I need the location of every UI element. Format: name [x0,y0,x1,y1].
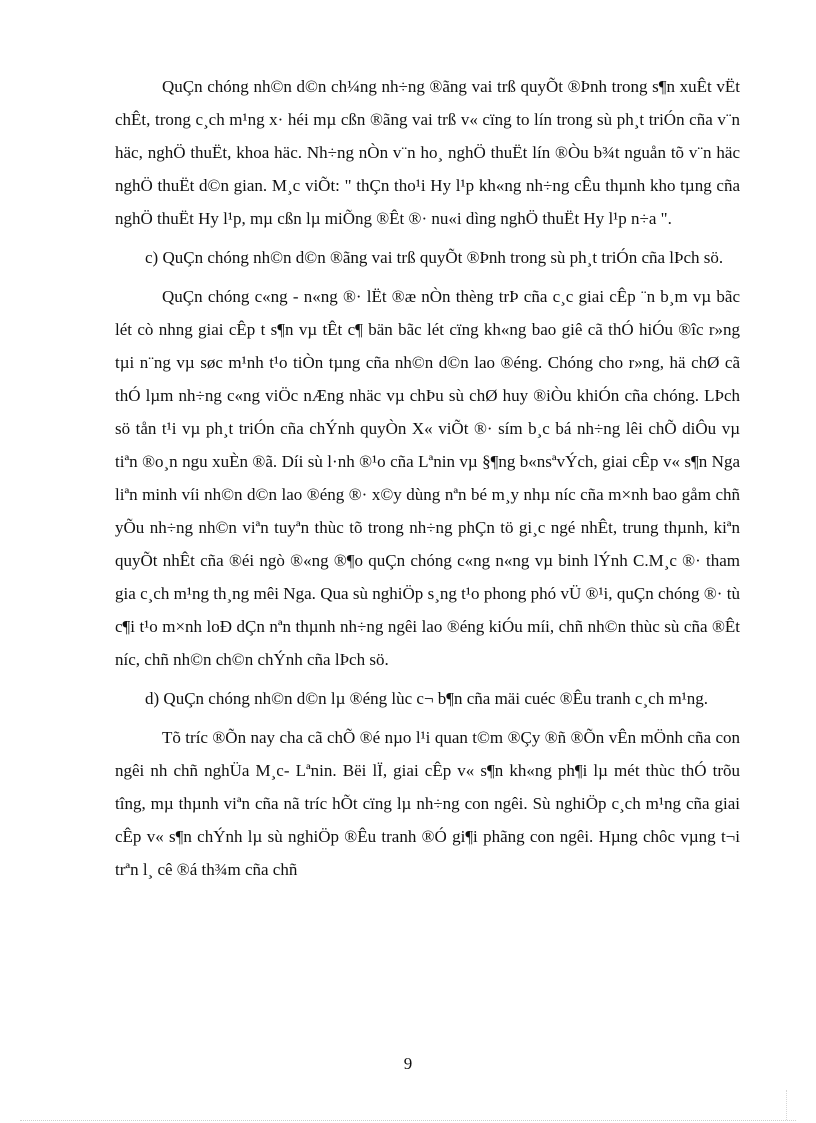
margin-marker [786,1090,787,1120]
section-heading-c: c) QuÇn chóng nh©n d©n ®ãng vai trß quyÕt ®Þnh trong sù ph¸t triÓn cña lÞch sö. [145,248,724,267]
paragraph-soviet-power: QuÇn chóng c«ng - n«ng ®· lËt ®æ nÒn thèng trÞ cña c¸c giai cÊp ¨n b¸m vµ bãc lét cò nhng giai cÊp t s¶n vµ tÊt c¶ bän bãc lét cïng kh«ng bao giê cã thÓ hiÓu ®îc r»ng tµi n¨ng vµ søc m¹nh t¹o tiÒn tµng cña nh©n d©n lao ®éng. Chóng cho r»ng, hä chØ cã thÓ lµm nh÷ng c«ng viÖc nÆng nhäc vµ chÞu sù chØ huy ®iÒu khiÓn cña chóng. LÞch sö tån t¹i vµ ph¸t triÓn cña chÝnh quyÒn X« viÕt ®· sím b¸c bá nh÷ng lêi chÕ diÔu vµ tiªn ®o¸n ngu xuÈn ®ã. Díi sù l·nh ®¹o cña Lªnin vµ §¶ng b«nsªvÝch, giai cÊp v« s¶n Nga liªn minh víi nh©n d©n lao ®éng ®· x©y dùng nªn bé m¸y nhµ níc cña m×nh bao gåm chñ yÕu nh÷ng nh©n viªn tuyªn thùc tõ trong nh÷ng phÇn tö gi¸c ngé nhÊt, trung thµnh, kiªn quyÕt nhÊt cña ®éi ngò ®«ng ®¶o quÇn chóng c«ng n«ng vµ binh lÝnh C.M¸c ®· tham gia c¸ch m¹ng th¸ng mêi Nga. Qua sù nghiÖp s¸ng t¹o phong phó vÜ ®¹i, quÇn chóng ®· tù c¶i t¹o m×nh loÐ dÇn nªn thµnh nh÷ng ngêi lao ®éng kiÓu míi, chñ nh©n thùc sù cña ®Êt níc, chñ nh©n ch©n chÝnh cña lÞch sö. [115,287,740,669]
page-bottom-divider [20,1120,796,1121]
paragraph-human-liberation: Tõ tríc ®Õn nay cha cã chÕ ®é nµo l¹i quan t©m ®Çy ®ñ ®Õn vÊn mÖnh cña con ngêi nh chñ nghÜa M¸c- Lªnin. Bëi lÏ, giai cÊp v« s¶n kh«ng ph¶i lµ mét thùc thÓ trõu tîng, mµ thµnh viªn cña nã tríc hÕt cïng lµ nh÷ng con ngêi. Sù nghiÖp c¸ch m¹ng cña giai cÊp v« s¶n chÝnh lµ sù nghiÖp ®Êu tranh ®Ó gi¶i phãng con ngêi. Hµng chôc vµng t¬i trªn l¸ cê ®á th¾m cña chñ [115,728,740,879]
page-number: 9 [403,1054,413,1073]
document-body [115,70,740,886]
paragraph-artistic-role: QuÇn chóng nh©n d©n ch¼ng nh÷ng ®ãng vai trß quyÕt ®Þnh trong s¶n xuÊt vËt chÊt, trong c¸ch m¹ng x· héi mµ cßn ®ãng vai trß v« cïng to lín trong sù ph¸t triÓn cña v¨n häc, nghÖ thuËt, khoa häc. Nh÷ng nÒn v¨n ho¸ nghÖ thuËt lín ®Òu b¾t nguån tõ v¨n häc nghÖ thuËt d©n gian. M¸c viÕt: " thÇn tho¹i Hy l¹p kh«ng nh÷ng cÊu thµnh kho tµng cña nghÖ thuËt Hy l¹p, mµ cßn lµ miÕng ®Êt ®· nu«i dìng nghÖ thuËt Hy l¹p n÷a ". [115,77,740,228]
section-heading-d: d) QuÇn chóng nh©n d©n lµ ®éng lùc c¬ b¶n cña mäi cuéc ®Êu tranh c¸ch m¹ng. [145,689,709,708]
